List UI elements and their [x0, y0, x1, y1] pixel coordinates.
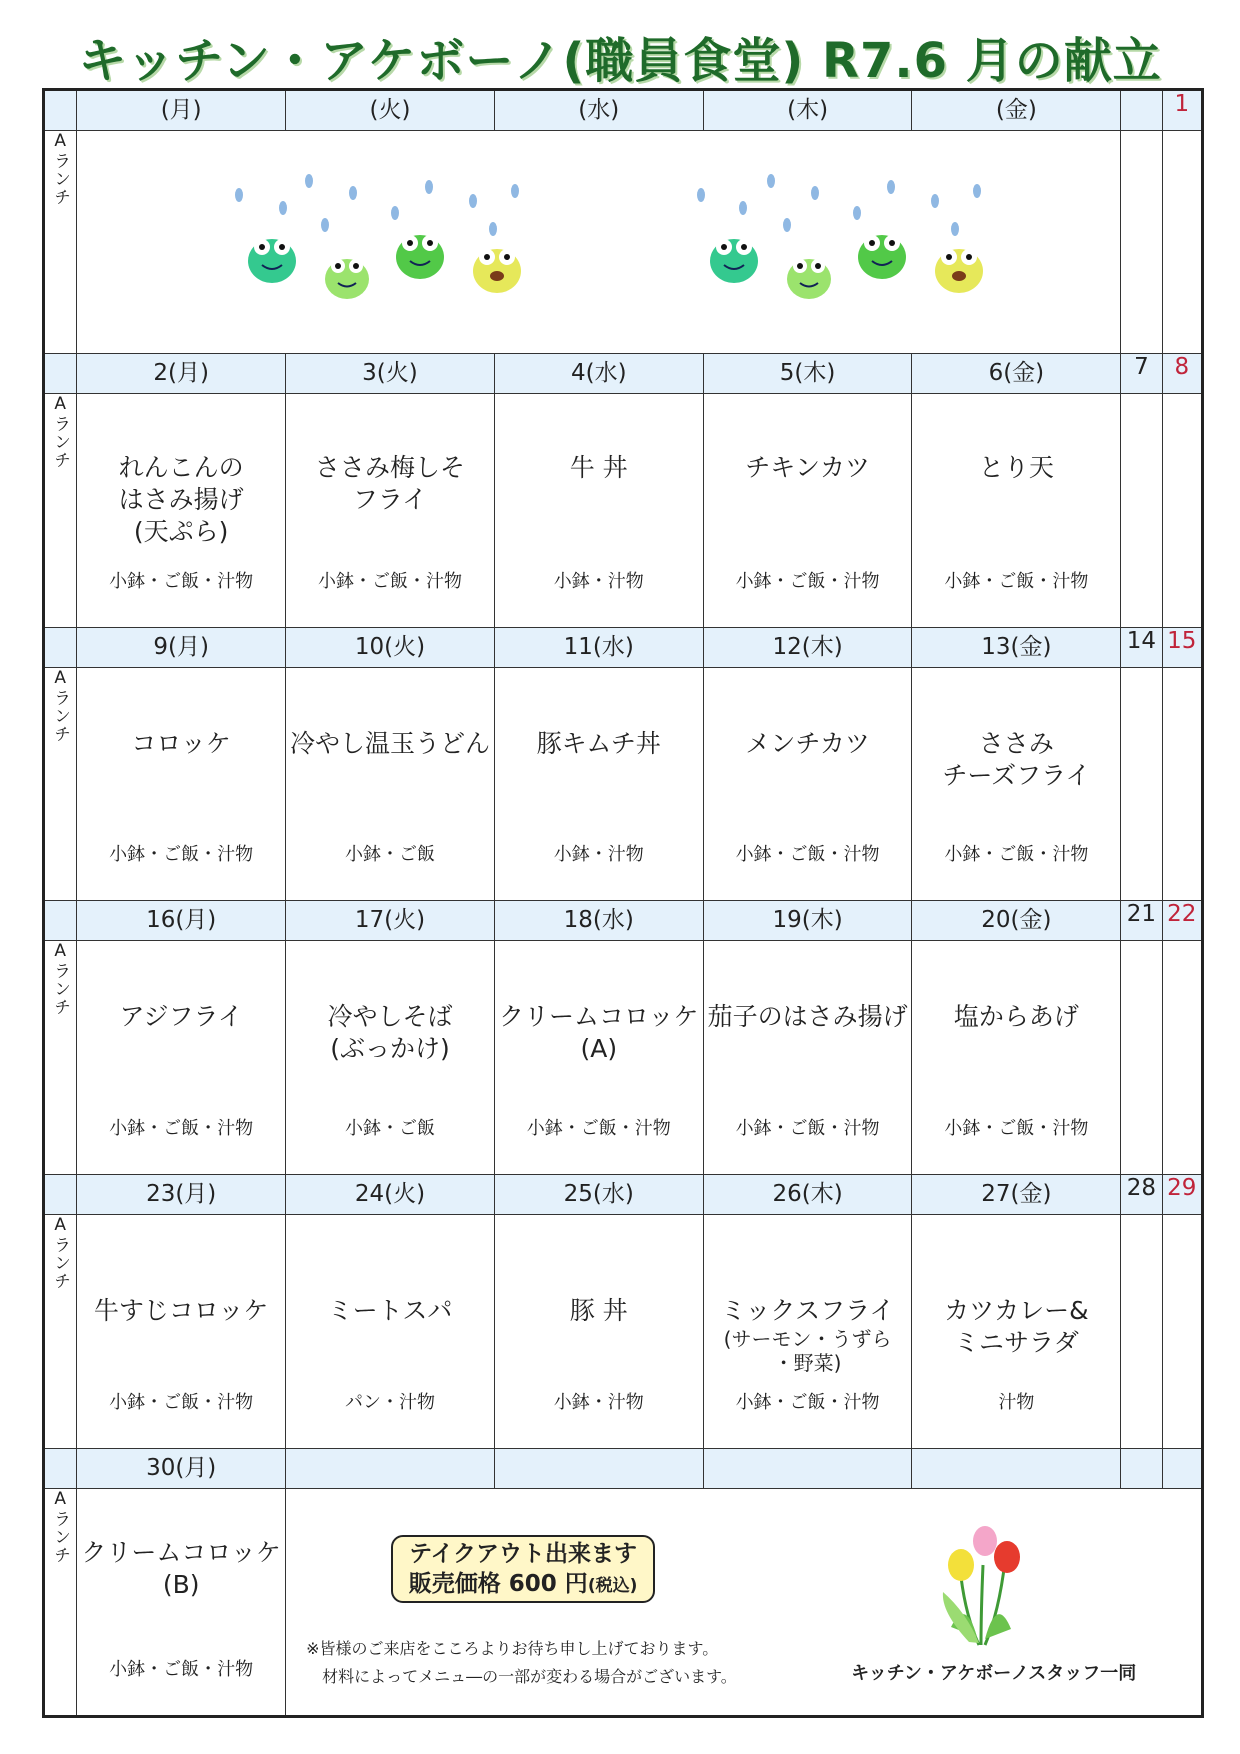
day-header: 2(月) [77, 353, 286, 393]
dish-name [706, 1295, 910, 1375]
frog-group-right [710, 235, 983, 299]
day-header: (火) [286, 90, 495, 131]
meal-cell [703, 1215, 912, 1449]
dish-name: メンチカツ [745, 728, 870, 758]
rain-frogs-image [77, 131, 1112, 343]
saturday-cell [1121, 1215, 1162, 1449]
notice-line-2: 材料によってメニュ―の一部が変わる場合がございます。 [322, 1667, 737, 1687]
a-lunch-label: Aランチ [50, 393, 71, 469]
sunday-cell [1162, 131, 1202, 354]
meal-sides: 小鉢・ご飯 [344, 844, 435, 866]
dish-name: 塩からあげ [953, 1002, 1079, 1032]
dish-name: とり天 [978, 452, 1054, 482]
meal-sides: 小鉢・ご飯・汁物 [944, 844, 1089, 866]
corner-cell [44, 90, 77, 131]
day-header: 27(金) [912, 1175, 1121, 1215]
dish-name: 牛すじコロッケ [93, 1296, 269, 1326]
dish-name: ささみ チーズフライ [942, 728, 1091, 790]
meal-cell [286, 667, 495, 901]
week-row [44, 941, 1203, 1175]
sunday-cell [1162, 667, 1202, 901]
day-header: 30(月) [77, 1449, 286, 1489]
meal-sides: 小鉢・汁物 [553, 570, 644, 592]
saturday-header [1121, 90, 1162, 131]
meal-cell [77, 393, 286, 627]
meal-sides: 小鉢・ご飯・汁物 [944, 570, 1089, 592]
saturday-header: 7 [1121, 353, 1162, 393]
week-header [44, 1175, 1203, 1215]
lunch-label-cell [44, 131, 77, 354]
a-lunch-label: Aランチ [50, 1489, 71, 1565]
dish-name: 豚キムチ丼 [536, 728, 661, 758]
empty-header [286, 1449, 495, 1489]
day-header: (金) [912, 90, 1121, 131]
lunch-label-cell [44, 1489, 77, 1717]
week-header [44, 1449, 1203, 1489]
empty-header [703, 1449, 912, 1489]
sunday-header: 15 [1162, 627, 1202, 667]
notice-line-1: ※皆様のご来店をこころよりお待ち申し上げております。 [306, 1639, 719, 1659]
week-row [44, 131, 1203, 354]
corner-cell [44, 353, 77, 393]
dish-main: ミックスフライ [720, 1296, 895, 1326]
meal-cell [286, 941, 495, 1175]
meal-cell [494, 393, 703, 627]
meal-sides: 小鉢・ご飯・汁物 [735, 1392, 880, 1414]
week-header [44, 901, 1203, 941]
dish-name: カツカレー& ミニサラダ [944, 1296, 1089, 1358]
dish-name: アジフライ [119, 1002, 243, 1032]
day-header: 16(月) [77, 901, 286, 941]
empty-header [912, 1449, 1121, 1489]
meal-sides: 小鉢・ご飯・汁物 [944, 1118, 1089, 1140]
meal-sides: 小鉢・ご飯・汁物 [109, 1392, 254, 1414]
saturday-cell [1121, 393, 1162, 627]
meal-cell [77, 941, 286, 1175]
meal-sides: 小鉢・ご飯・汁物 [735, 570, 880, 592]
meal-cell [703, 393, 912, 627]
meal-sides: 小鉢・ご飯・汁物 [735, 844, 880, 866]
corner-cell [44, 1449, 77, 1489]
takeout-price-line [393, 1569, 653, 1601]
dish-detail: (サーモン・うずら ・野菜) [723, 1327, 892, 1376]
takeout-tax: (税込) [587, 1576, 638, 1597]
day-header: 5(木) [703, 353, 912, 393]
meal-cell [703, 941, 912, 1175]
lunch-label-cell [44, 1215, 77, 1449]
meal-cell [286, 1215, 495, 1449]
meal-cell [494, 1215, 703, 1449]
day-header: 17(火) [286, 901, 495, 941]
meal-cell [703, 667, 912, 901]
day-header: 6(金) [912, 353, 1121, 393]
corner-cell [44, 627, 77, 667]
lunch-label-cell [44, 667, 77, 901]
meal-cell [912, 1215, 1121, 1449]
meal-cell [912, 667, 1121, 901]
week-row [44, 1215, 1203, 1449]
saturday-cell [1121, 667, 1162, 901]
day-header: 24(火) [286, 1175, 495, 1215]
notice-cell [286, 1489, 1203, 1717]
dish-name: チキンカツ [745, 452, 870, 482]
day-header: 11(水) [494, 627, 703, 667]
a-lunch-label: Aランチ [50, 941, 71, 1017]
corner-cell [44, 901, 77, 941]
week-header [44, 353, 1203, 393]
sunday-header: 1 [1162, 90, 1202, 131]
week-row [44, 1489, 1203, 1717]
day-header: 20(金) [912, 901, 1121, 941]
dish-name: クリームコロッケ (A) [499, 1002, 699, 1064]
meal-sides: 小鉢・ご飯・汁物 [109, 1659, 254, 1680]
meal-sides: 小鉢・ご飯 [344, 1118, 435, 1140]
day-header: (木) [703, 90, 912, 131]
meal-sides: 小鉢・汁物 [553, 844, 644, 866]
page-title: キッチン・アケボーノ(職員食堂) R7.6 月の献立 [78, 33, 1162, 89]
sunday-cell [1162, 1215, 1202, 1449]
day-header: 10(火) [286, 627, 495, 667]
lunch-label-cell [44, 393, 77, 627]
tulip-icon [921, 1517, 1041, 1652]
takeout-banner [391, 1535, 655, 1603]
meal-sides: 汁物 [998, 1392, 1035, 1414]
day-header: 13(金) [912, 627, 1121, 667]
meal-sides: 小鉢・ご飯・汁物 [526, 1118, 671, 1140]
day-header: 3(火) [286, 353, 495, 393]
takeout-text: テイクアウト出来ます [409, 1541, 638, 1568]
meal-cell [494, 667, 703, 901]
week-row [44, 393, 1203, 627]
notice-text [306, 1635, 737, 1691]
week-header [44, 90, 1203, 131]
day-header: 12(木) [703, 627, 912, 667]
takeout-price: 販売価格 600 円 [408, 1571, 588, 1598]
dish-name: ささみ梅しそ フライ [314, 452, 465, 514]
dish-name: ミートスパ [327, 1296, 453, 1326]
dish-name: クリームコロッケ (B) [81, 1538, 281, 1600]
meal-cell [77, 667, 286, 901]
empty-header [1121, 1449, 1162, 1489]
saturday-header: 14 [1121, 627, 1162, 667]
meal-sides: 小鉢・ご飯・汁物 [109, 570, 254, 592]
meal-cell [912, 941, 1121, 1175]
sunday-header: 29 [1162, 1175, 1202, 1215]
sunday-cell [1162, 941, 1202, 1175]
dish-name: 茄子のはさみ揚げ [707, 1002, 908, 1032]
day-header: 4(水) [494, 353, 703, 393]
meal-sides: 小鉢・ご飯・汁物 [109, 1118, 254, 1140]
meal-sides: 小鉢・ご飯・汁物 [317, 570, 462, 592]
meal-cell [77, 1215, 286, 1449]
frog-illustration-cell [77, 131, 1121, 354]
dish-name: 牛 丼 [569, 452, 628, 482]
day-header: 19(木) [703, 901, 912, 941]
raindrops [235, 174, 981, 236]
meal-sides: 小鉢・ご飯・汁物 [109, 844, 254, 866]
menu-calendar-table [42, 88, 1204, 1718]
empty-header [494, 1449, 703, 1489]
meal-sides: 小鉢・汁物 [553, 1392, 644, 1414]
meal-cell [77, 1489, 286, 1717]
dish-name: 冷やしそば (ぶっかけ) [327, 1002, 453, 1064]
day-header: (水) [494, 90, 703, 131]
saturday-header: 21 [1121, 901, 1162, 941]
day-header: 25(水) [494, 1175, 703, 1215]
saturday-cell [1121, 131, 1162, 354]
day-header: 18(水) [494, 901, 703, 941]
sunday-cell [1162, 393, 1202, 627]
a-lunch-label: Aランチ [50, 1215, 71, 1291]
sunday-header: 22 [1162, 901, 1202, 941]
day-header: (月) [77, 90, 286, 131]
dish-name: 豚 丼 [569, 1296, 628, 1326]
week-header [44, 627, 1203, 667]
day-header: 26(木) [703, 1175, 912, 1215]
saturday-cell [1121, 941, 1162, 1175]
frog-group-left [248, 235, 521, 299]
dish-name: 冷やし温玉うどん [289, 728, 490, 758]
day-header: 9(月) [77, 627, 286, 667]
a-lunch-label: Aランチ [50, 131, 71, 207]
day-header: 23(月) [77, 1175, 286, 1215]
meal-cell [912, 393, 1121, 627]
saturday-header: 28 [1121, 1175, 1162, 1215]
lunch-label-cell [44, 941, 77, 1175]
meal-cell [286, 393, 495, 627]
meal-sides: パン・汁物 [344, 1392, 435, 1414]
empty-header [1162, 1449, 1202, 1489]
a-lunch-label: Aランチ [50, 667, 71, 743]
meal-sides: 小鉢・ご飯・汁物 [735, 1118, 880, 1140]
dish-name: れんこんの はさみ揚げ (天ぷら) [118, 452, 244, 546]
dish-name: コロッケ [131, 728, 231, 758]
staff-signature: キッチン・アケボーノスタッフ一同 [851, 1663, 1137, 1685]
corner-cell [44, 1175, 77, 1215]
meal-cell [494, 941, 703, 1175]
notice-area [286, 1489, 1201, 1715]
week-row [44, 667, 1203, 901]
sunday-header: 8 [1162, 353, 1202, 393]
frog-illustration [77, 131, 1120, 353]
